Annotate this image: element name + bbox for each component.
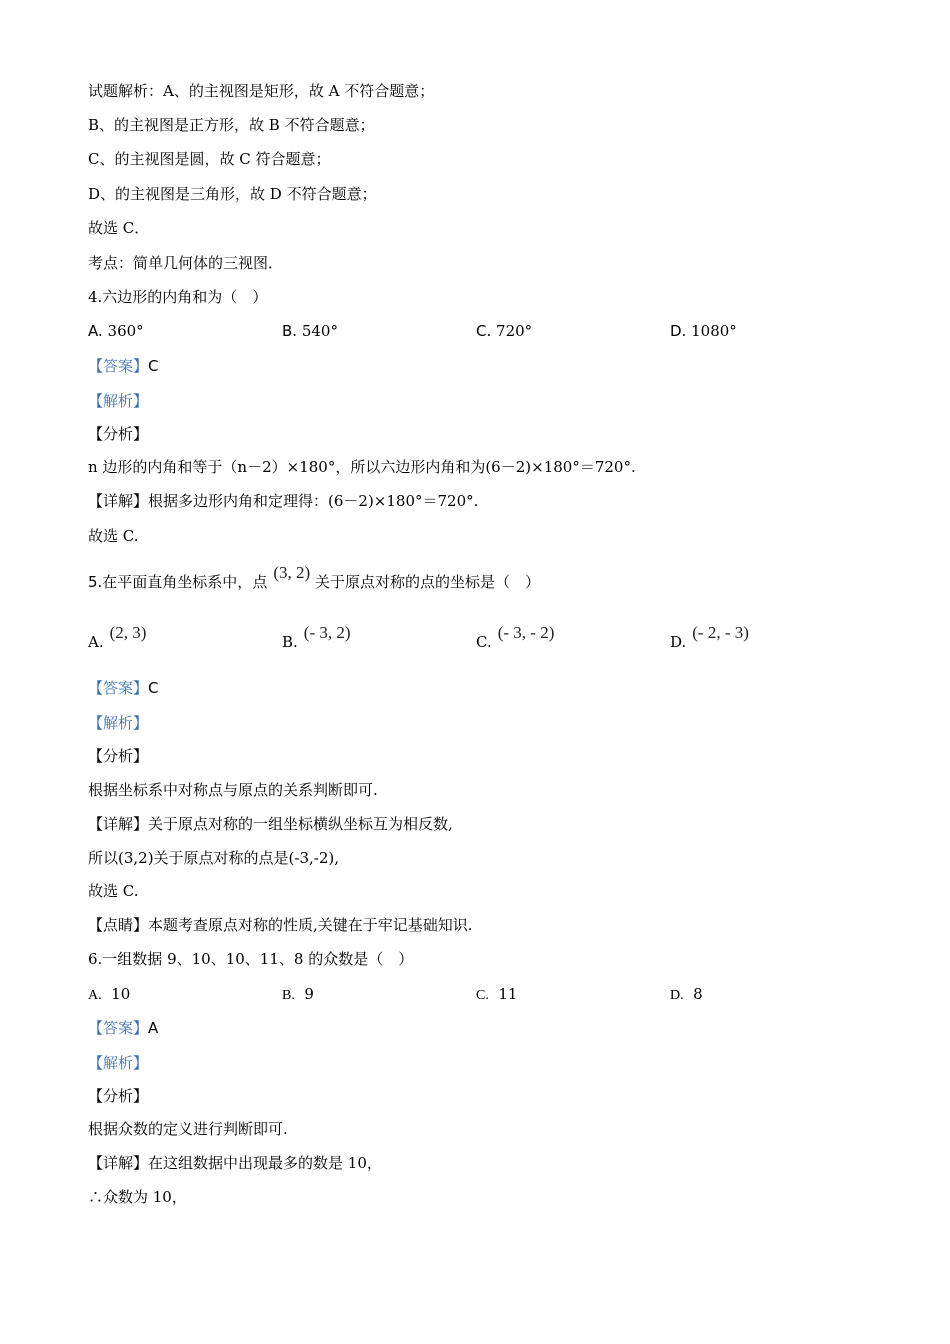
q4-option-c-text: 720° [496,322,533,340]
q5-option-d [670,623,749,652]
q5-option-d-text: (- 2, - 3) [692,623,749,642]
q5-option-c-letter: C. [476,633,492,651]
q4-fenxi-text: n 边形的内角和等于（n－2）×180°，所以六边形内角和为(6－2)×180°＝720°. [88,458,636,476]
solution-choice: 故选 C． [88,219,150,237]
q6-option-c-letter: C. [476,988,489,1003]
q4-option-a [88,321,144,341]
solution-line-d: D、的主视图是三角形，故 D 不符合题意； [88,185,377,203]
q4-option-d-text: 1080° [691,322,737,340]
q5-fenxi-tag: 【分析】 [88,747,149,765]
q5-option-b-text: (- 3, 2) [303,623,351,642]
q5-fenxi-text: 根据坐标系中对称点与原点的关系判断即可. [88,781,378,799]
q4-option-a-text: 360° [107,322,144,340]
q4-option-a-letter: A. [88,322,103,340]
q5-answer [88,678,910,698]
q6-answer-value: A [148,1019,159,1037]
q5-comment: 【点睛】本题考查原点对称的性质,关键在于牢记基础知识. [88,916,473,934]
q5-option-c-text: (- 3, - 2) [497,623,555,642]
q5-option-a-letter: A. [88,633,104,651]
solution-topic: 考点：简单几何体的三视图． [88,254,284,272]
q5-detail: 【详解】关于原点对称的一组坐标横纵坐标互为相反数, [88,815,453,833]
q5-answer-value: C [148,679,159,697]
solution-line-a: 试题解析：A、的主视图是矩形，故 A 不符合题意； [88,82,435,100]
q4-option-c-letter: C. [476,322,492,340]
q6-option-d-text: 8 [693,985,703,1003]
q4-option-d [670,321,737,341]
q6-detail-2: ∴众数为 10， [88,1188,187,1206]
q4-option-c [476,321,532,341]
q5-option-a [88,623,147,652]
q6-stem: 6.一组数据 9、10、10、11、8 的众数是（ ） [88,950,414,968]
q6-analysis-tag: 【解析】 [88,1054,149,1072]
q4-answer-tag: 【答案】 [88,357,149,375]
q4-fenxi-tag: 【分析】 [88,425,149,443]
q6-option-b-letter: B. [282,988,295,1003]
q6-option-c-text: 11 [498,985,518,1003]
q6-answer [88,1018,910,1038]
q6-option-c [476,984,517,1006]
q4-conclusion: 故选 C. [88,527,139,545]
q5-stem [88,563,910,592]
q6-option-b-text: 9 [304,985,314,1003]
q5-stem-point: (3, 2) [273,563,311,582]
q6-option-a [88,984,130,1006]
q5-option-c [476,623,555,652]
q4-answer [88,356,910,376]
q6-answer-tag: 【答案】 [88,1019,149,1037]
q4-option-d-letter: D. [670,322,687,340]
solution-line-b: B、的主视图是正方形，故 B 不符合题意； [88,116,375,134]
solution-line-c: C、的主视图是圆，故 C 符合题意； [88,150,331,168]
q6-option-a-letter: A. [88,988,102,1003]
q5-option-d-letter: D. [670,633,687,651]
q5-option-b [282,623,351,652]
q4-analysis-tag: 【解析】 [88,392,149,410]
q6-option-d [670,984,703,1006]
q4-stem: 4.六边形的内角和为（ ） [88,288,268,306]
q4-detail: 【详解】根据多边形内角和定理得：(6－2)×180°＝720°. [88,492,479,510]
q5-stem-post: 关于原点对称的点的坐标是（ ） [314,573,540,591]
q5-conclusion: 故选 C. [88,882,139,900]
q4-answer-value: C [148,357,159,375]
q4-option-b-letter: B. [282,322,298,340]
q5-stem-pre: 5.在平面直角坐标系中，点 [88,573,268,591]
q5-detail-2: 所以(3,2)关于原点对称的点是(-3,-2), [88,849,340,867]
q5-answer-tag: 【答案】 [88,679,149,697]
q6-fenxi-text: 根据众数的定义进行判断即可. [88,1120,288,1138]
q5-option-a-text: (2, 3) [109,623,147,642]
q6-detail: 【详解】在这组数据中出现最多的数是 10， [88,1154,382,1172]
q4-option-b-text: 540° [301,322,338,340]
q6-option-a-text: 10 [111,985,131,1003]
q6-option-d-letter: D. [670,988,684,1003]
q4-option-b [282,321,338,341]
q5-analysis-tag: 【解析】 [88,714,149,732]
q5-option-b-letter: B. [282,633,298,651]
q6-option-b [282,984,314,1006]
q6-fenxi-tag: 【分析】 [88,1087,149,1105]
